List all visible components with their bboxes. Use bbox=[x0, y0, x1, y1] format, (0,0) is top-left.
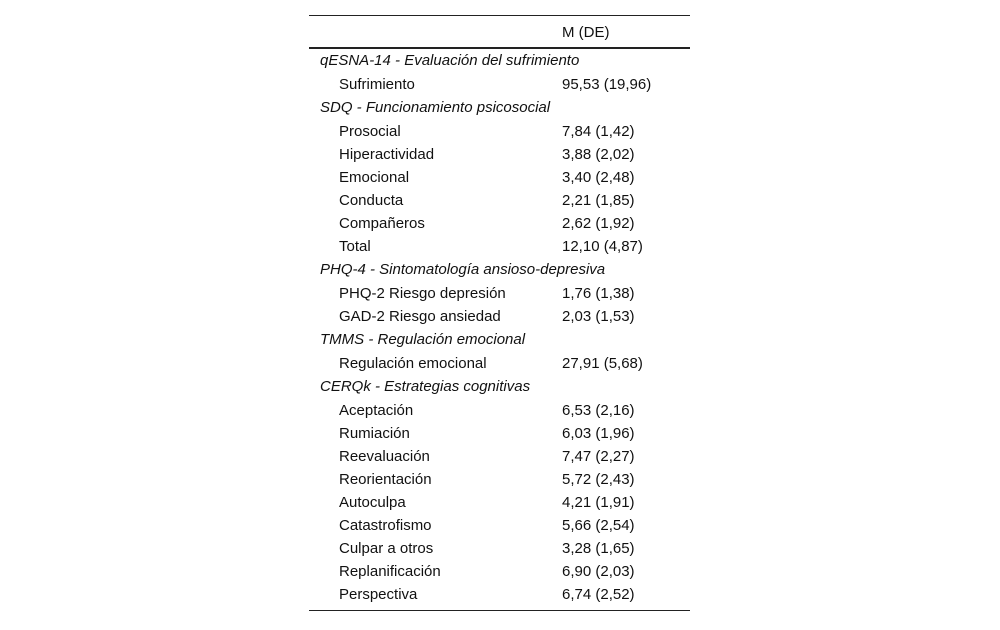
table-row bbox=[309, 583, 690, 606]
row-value: 6,53 (2,16) bbox=[562, 402, 635, 419]
row-value: 7,84 (1,42) bbox=[562, 123, 635, 140]
row-value: 5,72 (2,43) bbox=[562, 471, 635, 488]
group-title: PHQ-4 - Sintomatología ansioso-depresiva bbox=[320, 261, 606, 278]
table-group-sdq bbox=[309, 96, 690, 258]
table-row bbox=[309, 537, 690, 560]
table-group-cerqk bbox=[309, 375, 690, 606]
row-value: 6,74 (2,52) bbox=[562, 586, 635, 603]
table-row bbox=[309, 399, 690, 422]
row-value: 5,66 (2,54) bbox=[562, 517, 635, 534]
row-value: 2,62 (1,92) bbox=[562, 215, 635, 232]
row-value: 1,76 (1,38) bbox=[562, 285, 635, 302]
row-label: Perspectiva bbox=[339, 586, 418, 603]
row-value: 3,28 (1,65) bbox=[562, 540, 635, 557]
row-value: 3,40 (2,48) bbox=[562, 169, 635, 186]
row-value: 2,03 (1,53) bbox=[562, 308, 635, 325]
table-row bbox=[309, 212, 690, 235]
table-row bbox=[309, 445, 690, 468]
row-label: Autoculpa bbox=[339, 494, 406, 511]
column-header-mean-sd: M (DE) bbox=[562, 24, 610, 41]
row-label: Rumiación bbox=[339, 425, 410, 442]
group-title: TMMS - Regulación emocional bbox=[320, 331, 526, 348]
row-label: Compañeros bbox=[339, 215, 425, 232]
row-label: Reevaluación bbox=[339, 448, 430, 465]
table-row bbox=[309, 422, 690, 445]
table-header-row bbox=[309, 16, 690, 47]
table-group-tmms bbox=[309, 328, 690, 375]
row-value: 95,53 (19,96) bbox=[562, 76, 652, 93]
row-label: Aceptación bbox=[339, 402, 414, 419]
row-value: 6,03 (1,96) bbox=[562, 425, 635, 442]
row-value: 6,90 (2,03) bbox=[562, 563, 635, 580]
table-row bbox=[309, 166, 690, 189]
row-label: Reorientación bbox=[339, 471, 432, 488]
row-value: 4,21 (1,91) bbox=[562, 494, 635, 511]
row-label: Conducta bbox=[339, 192, 404, 209]
row-label: PHQ-2 Riesgo depresión bbox=[339, 285, 506, 302]
row-value: 3,88 (2,02) bbox=[562, 146, 635, 163]
table-row bbox=[309, 282, 690, 305]
table-body bbox=[309, 49, 690, 610]
group-title: CERQk - Estrategias cognitivas bbox=[320, 378, 531, 395]
table-row bbox=[309, 514, 690, 537]
row-value: 27,91 (5,68) bbox=[562, 355, 643, 372]
row-label: GAD-2 Riesgo ansiedad bbox=[339, 308, 501, 325]
table-group-phq4 bbox=[309, 258, 690, 328]
table-row bbox=[309, 120, 690, 143]
row-label: Hiperactividad bbox=[339, 146, 435, 163]
table-row bbox=[309, 235, 690, 258]
table-group-qesna bbox=[309, 49, 690, 96]
row-label: Emocional bbox=[339, 169, 410, 186]
table-row bbox=[309, 352, 690, 375]
table-row bbox=[309, 491, 690, 514]
group-title: SDQ - Funcionamiento psicosocial bbox=[320, 99, 551, 116]
row-label: Culpar a otros bbox=[339, 540, 434, 557]
row-value: 12,10 (4,87) bbox=[562, 238, 643, 255]
row-label: Replanificación bbox=[339, 563, 441, 580]
row-label: Catastrofismo bbox=[339, 517, 432, 534]
table-row bbox=[309, 468, 690, 491]
group-title: qESNA-14 - Evaluación del sufrimiento bbox=[320, 52, 580, 69]
table-row bbox=[309, 560, 690, 583]
table-row bbox=[309, 189, 690, 212]
row-label: Total bbox=[339, 238, 371, 255]
row-value: 2,21 (1,85) bbox=[562, 192, 635, 209]
table-row bbox=[309, 305, 690, 328]
row-label: Sufrimiento bbox=[339, 76, 415, 93]
table-row bbox=[309, 143, 690, 166]
results-table bbox=[309, 15, 690, 611]
row-value: 7,47 (2,27) bbox=[562, 448, 635, 465]
table-bottom-rule bbox=[309, 610, 690, 611]
table-row bbox=[309, 73, 690, 96]
row-label: Prosocial bbox=[339, 123, 401, 140]
row-label: Regulación emocional bbox=[339, 355, 487, 372]
